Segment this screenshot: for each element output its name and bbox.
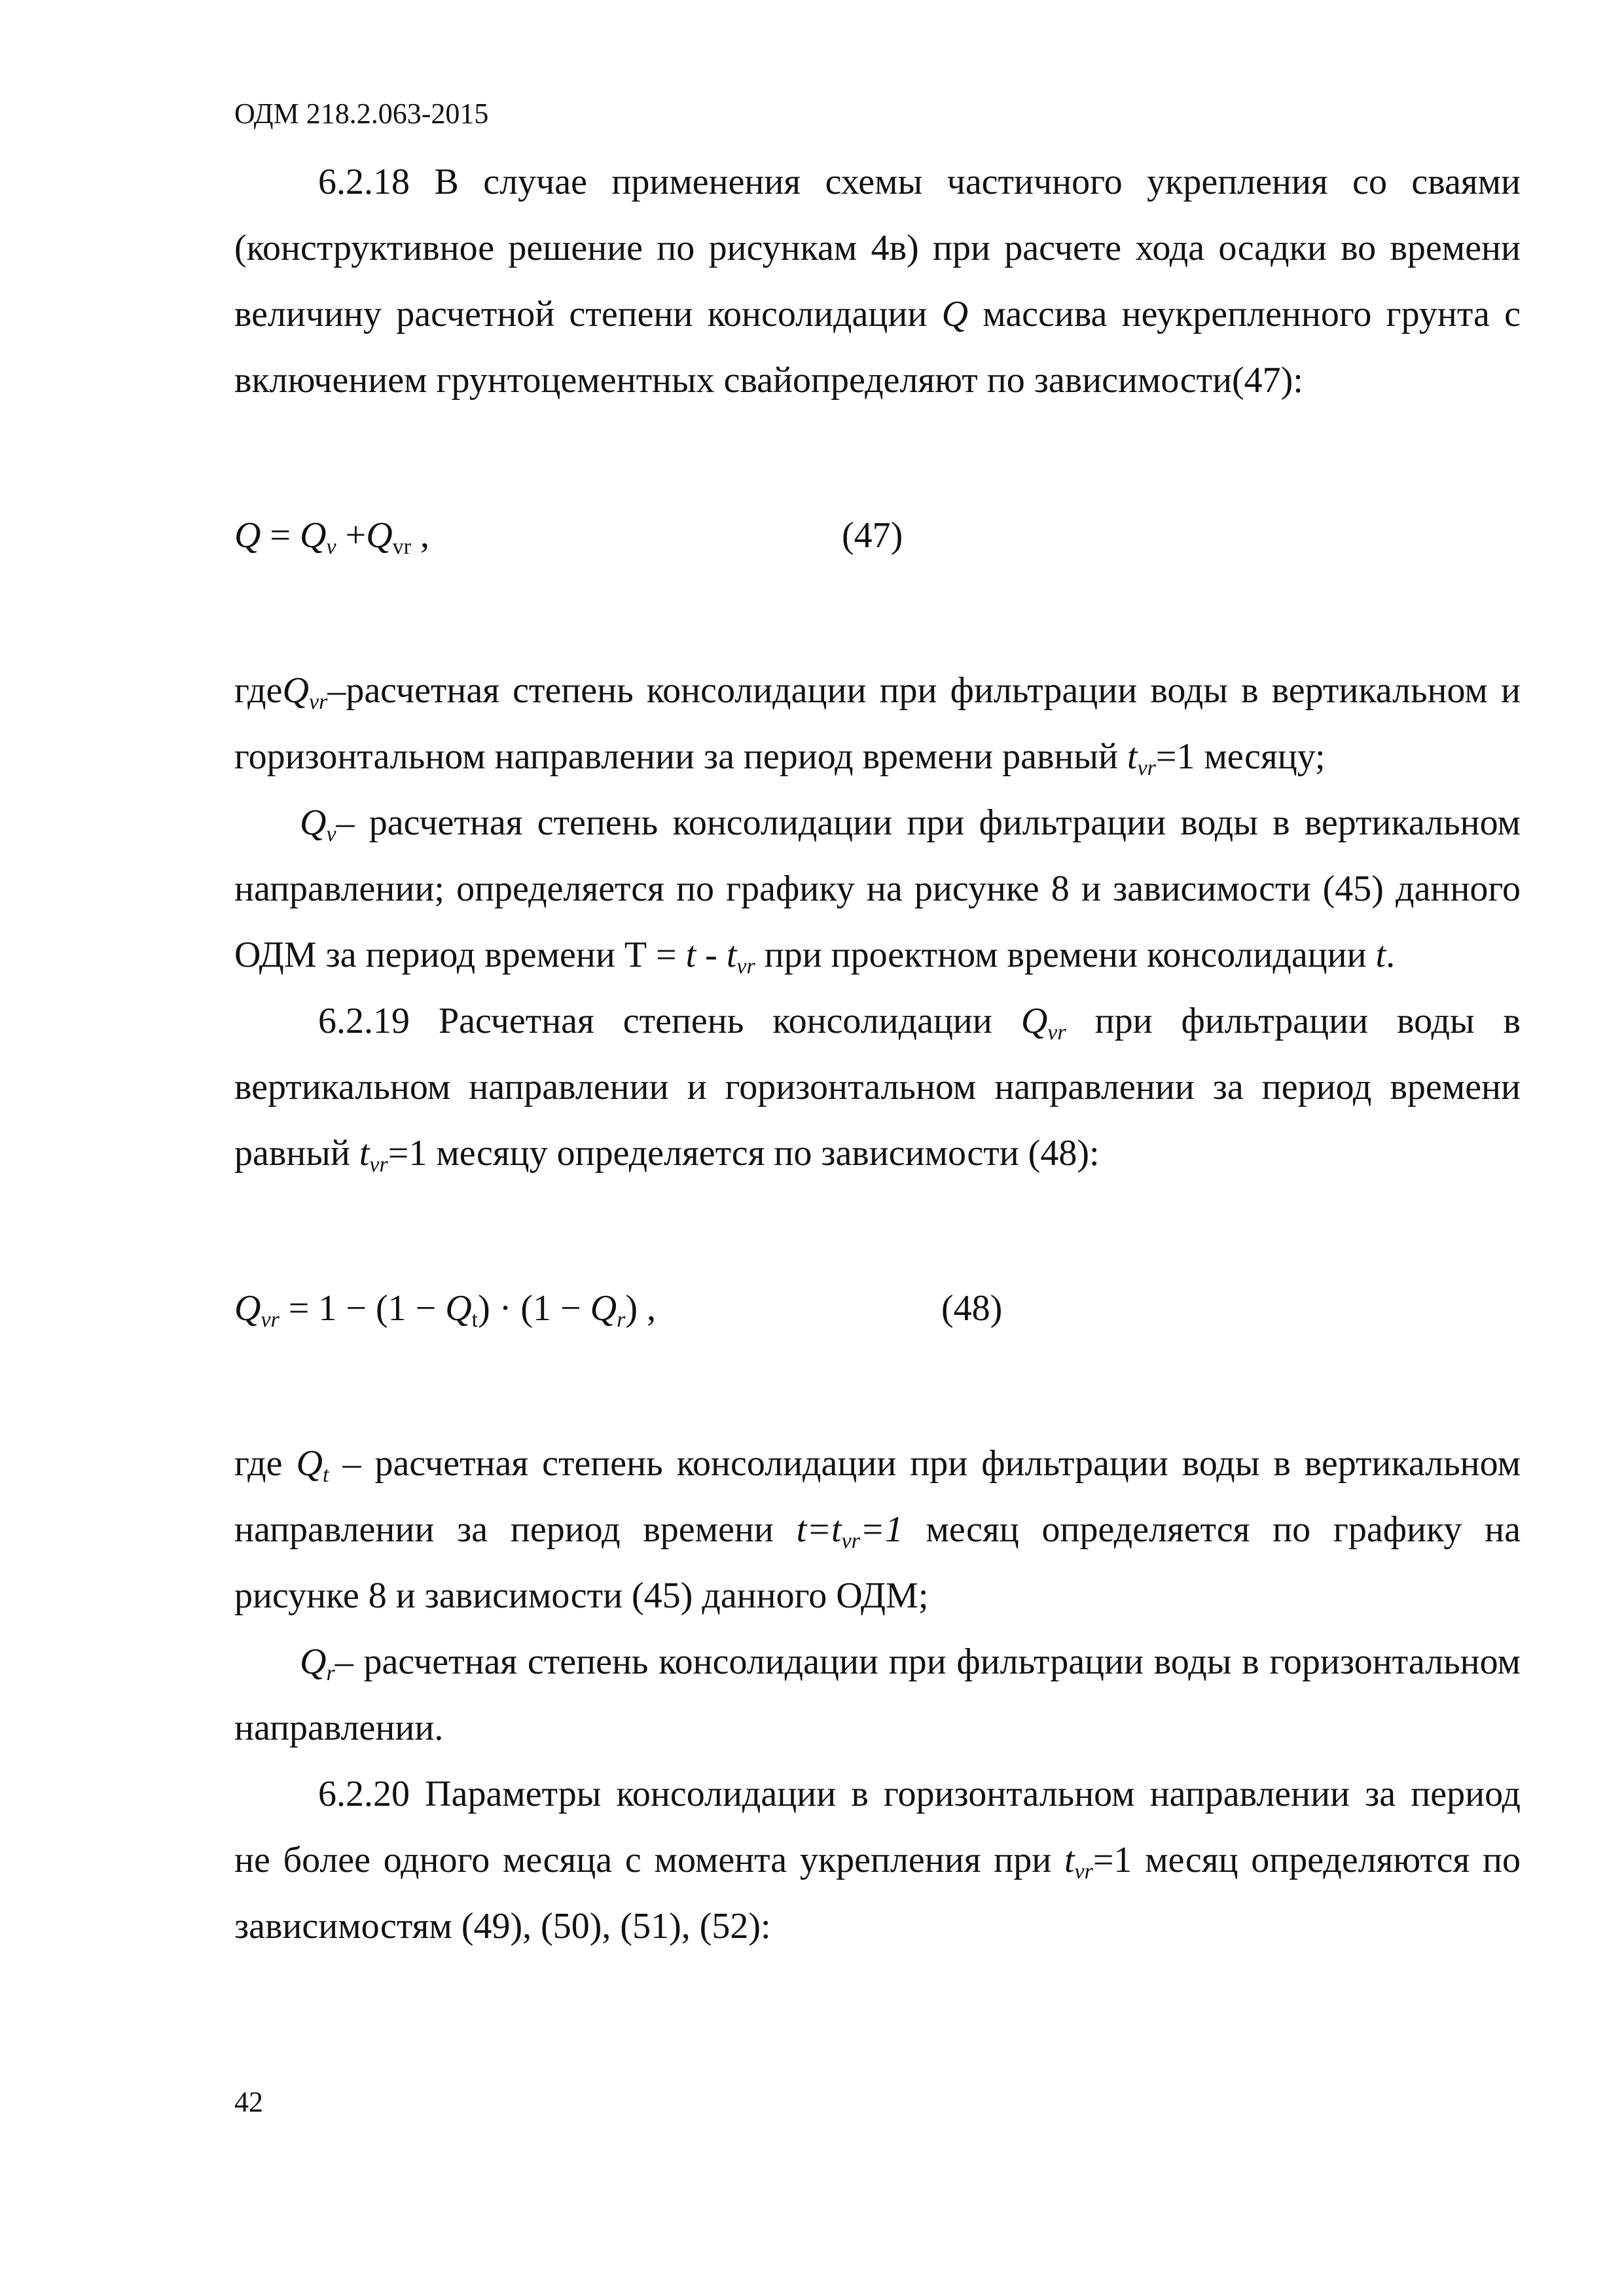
formula-47 [234, 503, 1521, 569]
definition-qv: $Q_v-$ расчетная степень консолидации при фильтрации воды в вертикальном направлении; определяется по графику на рисунке 8 и зависимости (45) данного ОДМ за период времени $Т = t - t_{vr}$ при проектном времени консолидации t. [234, 802, 1521, 978]
definition-qvr: гдеQ$_{vr}$–расчетная степень консолидации при фильтрации воды в вертикальном и горизонтальном направлении за период времени равный $t_{vr}=1$ месяцу; [234, 670, 1521, 780]
spacer [234, 414, 1521, 503]
page-body [234, 149, 1521, 1960]
document-code-header: ОДМ 218.2.063-2015 [234, 98, 489, 130]
paragraph-6-2-19: 6.2.19 Расчетная степень консолидации $Q_{vr}$ при фильтрации воды в вертикальном направлении и горизонтальном направлении за период времени равный $t_{vr}=1$ месяцу определяется по зависимости (48): [234, 1001, 1521, 1177]
spacer [234, 569, 1521, 658]
spacer [234, 1342, 1521, 1431]
formula-48-expression: $Q_{vr} = 1 - (1 - Q_t) \cdot (1 - Q_r)$ , [234, 1288, 656, 1332]
spacer [234, 1187, 1521, 1276]
formula-48 [234, 1276, 1521, 1342]
formula-47-number: (47) [842, 515, 903, 556]
formula-48-number: (48) [941, 1288, 1003, 1329]
page-number: 42 [234, 2086, 263, 2118]
paragraph-6-2-18: 6.2.18 В случае применения схемы частичного укрепления со сваями (конструктивное решение по рисункам 4в) при расчете хода осадки во времени величину расчетной степени консолидации Q массива неукрепленного грунта с включением грунтоцементных свайопределяют по зависимости(47): [234, 162, 1521, 401]
definition-qt: где $Q_t$ – расчетная степень консолидации при фильтрации воды в вертикальном направлении за период времени $t=t_{vr}=1$ месяц определяется по графику на рисунке 8 и зависимости (45) данного ОДМ; [234, 1443, 1521, 1616]
definition-qr: $Q_r-$ расчетная степень консолидации при фильтрации воды в горизонтальном направлении. [234, 1641, 1521, 1748]
formula-47-expression: $Q = Q_v +Q_{vr}$ , [234, 515, 429, 559]
paragraph-6-2-20: 6.2.20 Параметры консолидации в горизонтальном направлении за период не более одного месяца с момента укрепления при $t_{vr}=1$ месяц определяются по зависимостям (49), (50), (51), (52): [234, 1774, 1521, 1946]
